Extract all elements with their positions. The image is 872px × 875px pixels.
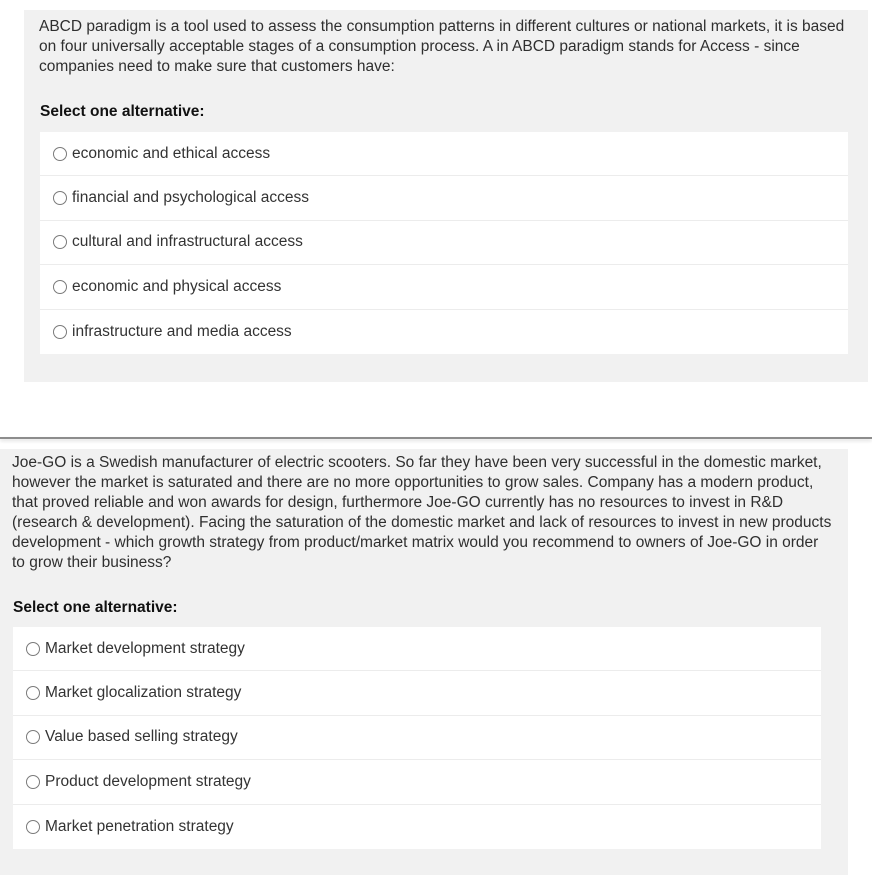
radio-button[interactable] — [53, 235, 67, 249]
option-label: Market penetration strategy — [45, 817, 234, 835]
option-cultural-infrastructural[interactable] — [40, 221, 848, 265]
option-economic-ethical[interactable] — [40, 132, 848, 176]
radio-button[interactable] — [53, 280, 67, 294]
question-text: ABCD paradigm is a tool used to assess the consumption patterns in different cultures or national markets, it is based on four universally acceptable stages of a consumption process. A in ABCD paradigm stands for Access - since companies need to make sure that customers have: — [39, 18, 845, 75]
option-label: cultural and infrastructural access — [72, 233, 303, 251]
select-prompt: Select one alternative: — [13, 599, 178, 616]
option-value-based-selling[interactable] — [13, 716, 821, 760]
option-product-development[interactable] — [13, 760, 821, 804]
radio-button[interactable] — [26, 775, 40, 789]
option-label: economic and physical access — [72, 277, 282, 295]
question-panel-2 — [0, 449, 848, 875]
option-label: Market development strategy — [45, 639, 245, 657]
option-market-glocalization[interactable] — [13, 671, 821, 715]
option-label: economic and ethical access — [72, 144, 271, 162]
question-panel-1 — [24, 10, 868, 382]
option-label: financial and psychological access — [72, 189, 309, 207]
option-market-development[interactable] — [13, 627, 821, 671]
option-financial-psychological[interactable] — [40, 176, 848, 220]
option-label: Product development strategy — [45, 772, 251, 790]
radio-button[interactable] — [26, 730, 40, 744]
option-label: infrastructure and media access — [72, 322, 292, 340]
select-prompt: Select one alternative: — [40, 103, 205, 120]
radio-button[interactable] — [26, 642, 40, 656]
question-text: Joe-GO is a Swedish manufacturer of electric scooters. So far they have been very successful in the domestic market, however the market is saturated and there are no more opportunities to grow sales. Company has a modern product, that proved reliable and won awards for design, furthermore Joe-GO currently has no resources to invest in R&D (research & development). Facing the saturation of the domestic market and lack of resources to invest in new products development - which growth strategy from product/market matrix would you recommend to owners of Joe-GO in order to grow their business? — [12, 454, 832, 571]
option-market-penetration[interactable] — [13, 805, 821, 849]
option-economic-physical[interactable] — [40, 265, 848, 309]
options-list — [13, 627, 821, 849]
section-divider — [0, 437, 872, 439]
options-list — [40, 132, 848, 354]
radio-button[interactable] — [53, 147, 67, 161]
radio-button[interactable] — [53, 191, 67, 205]
radio-button[interactable] — [26, 820, 40, 834]
option-label: Market glocalization strategy — [45, 684, 242, 702]
option-label: Value based selling strategy — [45, 728, 238, 746]
option-infrastructure-media[interactable] — [40, 310, 848, 354]
radio-button[interactable] — [53, 325, 67, 339]
radio-button[interactable] — [26, 686, 40, 700]
